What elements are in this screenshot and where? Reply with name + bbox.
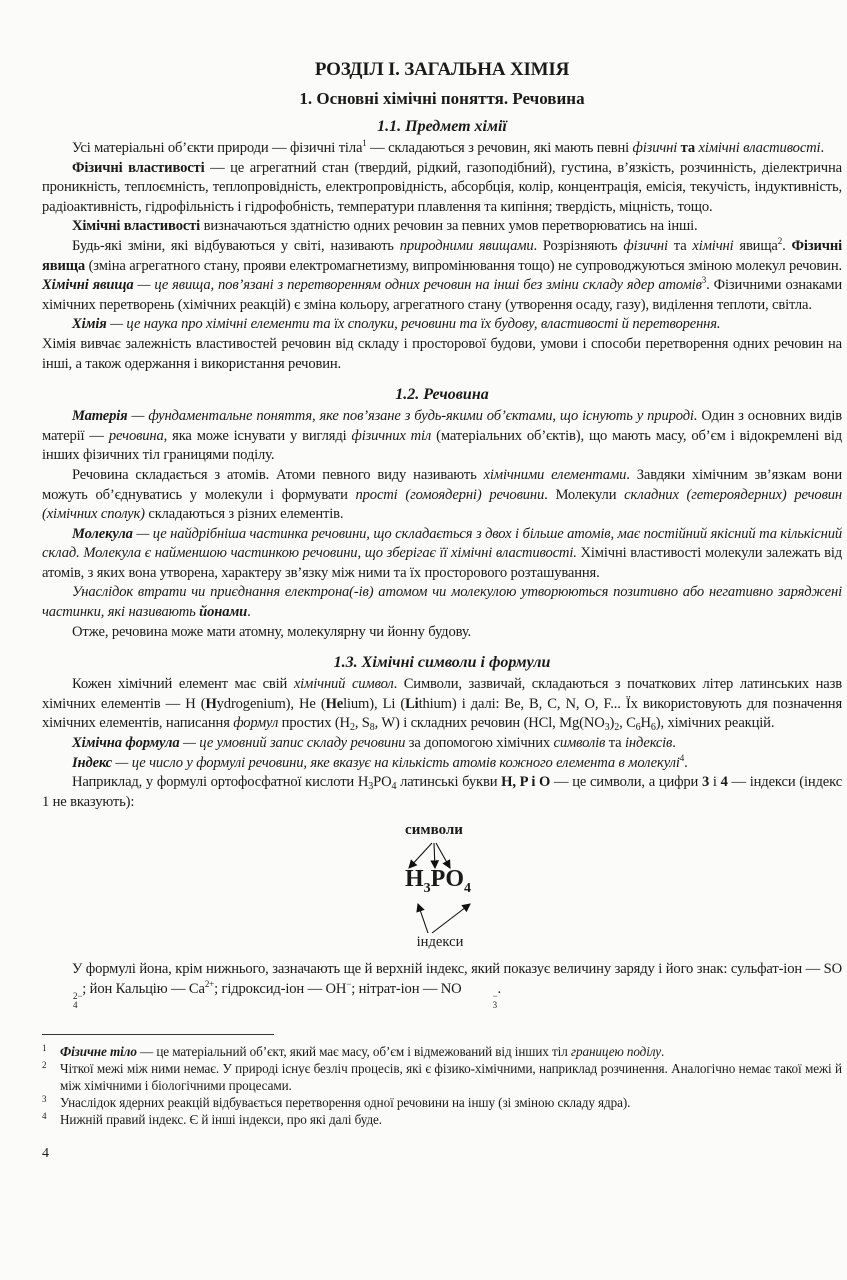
emphasis-text: фізичних тіл — [351, 427, 432, 444]
superscript: 1 — [362, 138, 367, 148]
text-run: . Символи, зазвичай, складаються з початкових літер латинських назв хімічних елементів — H ( — [42, 676, 842, 712]
text-run: У формулі йона, крім нижнього, зазначають ще й верхній індекс, який показує величину заряду і його знак: сульфат-іон — SO — [72, 961, 842, 978]
text-run: складаються з різних елементів. — [144, 506, 344, 523]
emphasis-text: 3 — [702, 774, 710, 791]
text-run: визначаються здатністю одних речовин за певних умов перетворюватись на інші. — [200, 218, 698, 235]
footnote-number: 1 — [42, 1043, 47, 1053]
text-run: та — [667, 237, 693, 254]
emphasis-text: — це найдрібніша частинка речовини, що складається з двох і більше атомів, має постійний якісний та кількісний склад. Молекула є найменшою частинкою речовини, що зберігає її хімічні властивості. — [42, 525, 842, 562]
arrow-to-idx3 — [418, 904, 428, 933]
arrow-to-p — [434, 843, 435, 868]
emphasis-text: 4 — [720, 774, 728, 791]
emphasis-text: Li — [405, 695, 419, 712]
subscript: 4 — [73, 1000, 78, 1010]
ion-paragraph-wrap — [42, 960, 842, 1010]
paragraph — [42, 466, 842, 525]
text-run: . — [672, 735, 676, 752]
text-run: . Молекули — [544, 486, 625, 503]
superscript: 3 — [701, 275, 707, 286]
page-number: 4 — [42, 1146, 49, 1161]
text-run: Унаслідок ядерних реакцій відбувається перетворення одної речовини на іншу (зі зміною складу ядра). — [60, 1095, 631, 1110]
paragraph — [42, 734, 842, 754]
footnote-number: 3 — [42, 1094, 47, 1104]
superscript: 4 — [679, 752, 685, 763]
emphasis-text: — це наука про хімічні елементи та їх сполуки, речовини та їх будову, властивості й перетворення. — [106, 316, 721, 333]
subscript: 3 — [368, 781, 374, 793]
text-run: простих (H — [278, 715, 350, 732]
paragraph — [42, 139, 842, 159]
emphasis-text: прості (гомоядерні) речовини — [355, 486, 545, 503]
text-run: Хімічні властивості молекули залежать від атомів, з яких вона утворена, характеру зв’язку між ними та їх просторового розташування. — [42, 545, 842, 581]
emphasis-text: — фундаментальне поняття, яке пов’язане з будь-якими об’єктами, що існують у природі. — [127, 408, 698, 425]
text-run: ; нітрат-іон — NO — [351, 981, 462, 997]
paragraph — [42, 583, 842, 622]
text-run: . Розрізняють — [533, 237, 624, 254]
text-run: та — [605, 735, 625, 752]
paragraph — [42, 675, 842, 734]
paragraph — [42, 237, 842, 315]
part-title: РОЗДІЛ І. ЗАГАЛЬНА ХІМІЯ — [314, 59, 570, 80]
footnote — [42, 1111, 842, 1128]
text-run: thium) і далі: Be, B, C, N, O, F... Їх використовують для позначення хімічних елементів, написання — [42, 695, 843, 732]
sub-superscript — [463, 992, 498, 1010]
text-run: — складаються з речовин, які мають певні — [366, 140, 633, 156]
footnote-divider — [42, 1034, 274, 1035]
text-run: . — [782, 237, 792, 254]
emphasis-text: Фізичні явища — [42, 237, 843, 274]
paragraph — [42, 335, 842, 374]
paragraph — [42, 407, 842, 466]
paragraph — [42, 960, 842, 1010]
paragraph — [42, 217, 842, 237]
superscript: − — [492, 991, 498, 1001]
emphasis-text: хімічні — [692, 237, 734, 254]
section — [42, 116, 842, 374]
text-run: — це матеріальний об’єкт, який має масу, об’єм і відмежований від інших тіл — [136, 1044, 571, 1059]
emphasis-text: фізичні — [632, 140, 678, 156]
section-title: 1.3. Хімічні символи і формули — [333, 654, 551, 672]
arrow-to-h — [409, 843, 432, 868]
text-run: . — [247, 604, 251, 621]
paragraph — [42, 159, 842, 218]
formula-h-index: 3 — [423, 881, 431, 897]
sections — [42, 116, 842, 812]
h3po4-diagram — [42, 816, 842, 954]
text-run: PO — [373, 774, 392, 791]
paragraph — [42, 315, 842, 335]
subscript: 6 — [650, 722, 656, 734]
emphasis-text: Унаслідок втрати чи приєднання електрона(-ів) атомом чи молекулою утворюються позитивно або негативно заряджені частинки, які називають — [42, 584, 842, 621]
emphasis-text: Хімія — [72, 316, 107, 333]
text-run: H — [640, 715, 651, 732]
arrow-to-o — [436, 843, 450, 868]
section-title: 1.2. Речовина — [395, 386, 489, 404]
emphasis-text: — це число у формулі речовини, яке вказує на кількість атомів кожного елемента в молекулі — [111, 754, 680, 771]
section — [42, 384, 842, 642]
superscript: 2 — [777, 235, 783, 246]
subscript: 4 — [391, 781, 397, 793]
text-run: ; гідроксид-іон — OH — [214, 981, 347, 997]
footnote-number: 2 — [42, 1060, 47, 1070]
text-run: lium), Li ( — [343, 695, 406, 712]
text-run: Кожен хімічний елемент має свій — [72, 676, 294, 693]
emphasis-text: границею поділу — [570, 1044, 662, 1059]
text-run: Отже, речовина може мати атомну, молекулярну чи йонну будову. — [72, 623, 472, 640]
emphasis-text: фізичні — [623, 237, 668, 254]
text-run: (зміна агрегатного стану, прояви електромагнетизму, випромінювання тощо) не супроводжуються зміною молекул речовин. — [85, 257, 842, 274]
subscript: 2 — [614, 722, 620, 734]
emphasis-text: H, P і O — [501, 774, 551, 791]
text-run: за допомогою хімічних — [405, 735, 554, 752]
text-run: Хімія вивчає залежність властивостей речовин від складу і просторової будови, умови і способи перетворення одних речовин на інші, а також одержання і використання речовин. — [42, 335, 842, 372]
footnote-number: 4 — [42, 1111, 47, 1121]
indices-label: індекси — [416, 934, 464, 951]
emphasis-text: природними явищами — [399, 237, 534, 254]
text-run: Будь-які зміни, які відбуваються у світі, називають — [72, 237, 400, 254]
text-run: Речовина складається з атомів. Атоми певного виду називають — [72, 466, 484, 483]
emphasis-text: Хімічні властивості — [72, 218, 201, 235]
subscript: 2 — [349, 722, 355, 734]
emphasis-text: Молекула — [72, 525, 133, 542]
emphasis-text: Фізичні властивості — [72, 159, 205, 176]
sub-superscript — [43, 992, 82, 1010]
emphasis-text: He — [325, 695, 344, 712]
emphasis-text: Хімічна формула — [72, 735, 180, 752]
emphasis-text: символів — [553, 735, 606, 752]
paragraph — [42, 754, 842, 774]
subscript: 3 — [604, 722, 610, 734]
section — [42, 652, 842, 812]
text-run: ; йон Кальцію — Ca — [82, 981, 205, 997]
emphasis-text: та — [677, 140, 699, 156]
text-run: , S — [354, 715, 370, 732]
superscript: 2− — [73, 991, 83, 1001]
paragraph — [42, 623, 842, 643]
superscript: 2+ — [204, 979, 215, 989]
symbols-label: символи — [405, 822, 463, 839]
emphasis-text: Індекс — [72, 754, 112, 771]
footnote — [42, 1094, 842, 1111]
arrow-to-idx4 — [432, 904, 470, 933]
subscript: 3 — [492, 1000, 497, 1010]
text-run: , яка може існувати у вигляді — [163, 427, 352, 444]
text-run: латинські букви — [396, 774, 502, 791]
paragraph — [42, 773, 842, 812]
emphasis-text: H — [205, 695, 217, 712]
text-run: . Фізичними ознаками хімічних перетворень (хімічних реакцій) є зміна кольору, агрегатного стану (утворення осаду, газу), виділення теплоти, світла. — [42, 277, 842, 313]
emphasis-text: хімічний символ — [293, 676, 394, 693]
formula-h3po4 — [38, 866, 838, 897]
text-run: ydrogenium), He ( — [216, 695, 326, 712]
chapter-title: 1. Основні хімічні поняття. Речовина — [299, 89, 585, 108]
text-run: явища — [733, 237, 778, 254]
text-run: (матеріальних об’єктів), що мають масу, об’єм і відокремлені від інших фізичних тіл границями поділу. — [42, 427, 843, 464]
emphasis-text: формул — [233, 715, 279, 732]
text-run: . — [661, 1044, 665, 1059]
text-run: ), хімічних реакцій. — [655, 715, 775, 732]
section-title: 1.1. Предмет хімії — [377, 118, 507, 135]
emphasis-text: — це явища, пов’язані з перетворенням одних речовин на інші без зміни складу ядер атомів — [133, 277, 702, 294]
emphasis-text: Матерія — [72, 408, 128, 425]
formula-h: H — [405, 866, 424, 893]
text-run: — це агрегатний стан (твердий, рідкий, газоподібний), густина, в’язкість, розчинність, діелектрична проникність, теплоємність, теплопровідність, електропровідність, абсорбція, колір, концентрація, емісія, текучість, індуктивність, радіоактивність, гідрофільність і гідрофобність, температури плавлення та кипіння; твердість, міцність, тощо. — [42, 159, 842, 215]
document-page — [42, 58, 842, 1162]
text-run: . Завдяки хімічним зв’язкам вони можуть об’єднуватись у молекули і формувати — [42, 466, 842, 503]
text-run: . — [820, 140, 824, 156]
emphasis-text: — це умовний запис складу речовини — [179, 735, 406, 752]
text-run: і — [709, 774, 721, 791]
emphasis-text: Хімічні явища — [42, 277, 134, 294]
emphasis-text: хімічні властивості — [698, 140, 821, 156]
emphasis-text: речовина — [108, 427, 164, 444]
emphasis-text: індексів — [624, 735, 673, 752]
formula-po-index: 4 — [464, 881, 471, 897]
text-run: — це символи, а цифри — [550, 774, 702, 791]
text-run: ) — [609, 715, 615, 732]
text-run: , W) і складних речовин (HCl, Mg(NO — [374, 715, 605, 732]
formula-po: PO — [430, 866, 464, 893]
text-run: . — [684, 754, 688, 771]
text-run: Нижній правий індекс. Є й інші індекси, про які далі буде. — [60, 1112, 383, 1127]
emphasis-text: йонами — [199, 604, 248, 621]
subscript: 8 — [369, 722, 375, 734]
footnotes — [42, 1043, 842, 1128]
superscript: − — [346, 979, 352, 989]
text-run: Наприклад, у формулі ортофосфатної кислоти H — [72, 774, 369, 791]
text-run: . — [497, 981, 502, 997]
footnote — [42, 1043, 842, 1060]
emphasis-text: хімічними елементами — [483, 466, 627, 483]
emphasis-text: складних (гетероядерних) речовин (хімічних сполук) — [42, 486, 843, 523]
text-run: Один з основних видів матерії — — [42, 408, 842, 444]
text-run: Усі матеріальні об’єкти природи — фізичні тіла — [72, 140, 363, 156]
subscript: 6 — [635, 722, 641, 734]
paragraph — [42, 525, 842, 584]
text-run: — індекси (індекс 1 не вказують): — [42, 774, 843, 810]
footnote — [42, 1060, 842, 1094]
emphasis-text: Фізичне тіло — [60, 1044, 137, 1059]
text-run: , C — [619, 715, 636, 732]
text-run: Чіткої межі між ними немає. У природі існує безліч процесів, які є фізико-хімічними, наприклад розчинення. Аналогічно немає такої межі й між хімічними і біологічними процесами. — [60, 1061, 842, 1093]
